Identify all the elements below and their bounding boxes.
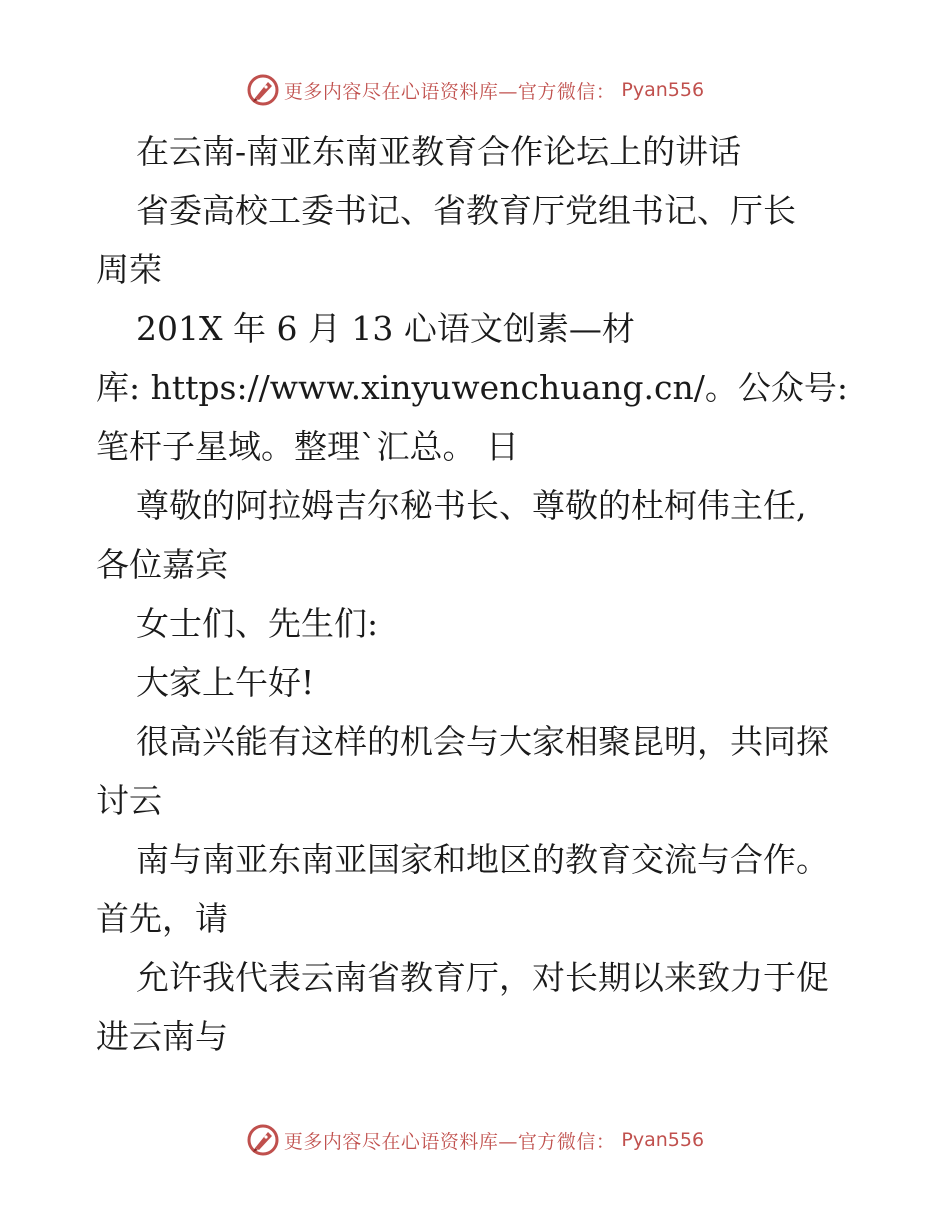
banner-site-text: 更多内容尽在心语资料库—官方微信： xyxy=(283,80,616,103)
text-line: 南与南亚东南亚国家和地区的教育交流与合作。 xyxy=(136,840,829,879)
pen-nib-logo-icon xyxy=(246,73,280,107)
text-line: 在云南-南亚东南亚教育合作论坛上的讲话 xyxy=(136,132,742,171)
text-line: 尊敬的阿拉姆吉尔秘书长、尊敬的杜柯伟主任, xyxy=(136,486,807,525)
banner-site-text: 更多内容尽在心语资料库—官方微信： xyxy=(283,1130,616,1153)
text-line: 进云南与 xyxy=(96,1017,228,1056)
text-line: 库: https://www.xinyuwenchuang.cn/。公众号: xyxy=(96,368,848,407)
pen-nib-logo-icon xyxy=(246,1123,280,1157)
banner-wechat-id: Pyan556 xyxy=(621,79,705,101)
text-line: 各位嘉宾 xyxy=(96,545,228,584)
text-line: 讨云 xyxy=(96,781,162,820)
text-line: 省委高校工委书记、省教育厅党组书记、厅长 xyxy=(136,191,796,230)
footer-banner xyxy=(0,1120,950,1160)
text-line: 笔杆子星域。整理`汇总。 日 xyxy=(96,427,519,466)
text-line: 允许我代表云南省教育厅，对长期以来致力于促 xyxy=(136,958,829,997)
text-line: 201X 年 6 月 13 心语文创素—材 xyxy=(136,309,635,348)
text-line: 女士们、先生们: xyxy=(136,604,379,643)
header-banner xyxy=(0,70,950,110)
text-line: 首先，请 xyxy=(96,899,228,938)
banner-wechat-id: Pyan556 xyxy=(621,1129,705,1151)
text-line: 很高兴能有这样的机会与大家相聚昆明，共同探 xyxy=(136,722,829,761)
document-body xyxy=(96,122,866,1066)
text-line: 大家上午好! xyxy=(136,663,315,702)
text-line: 周荣 xyxy=(96,250,162,289)
